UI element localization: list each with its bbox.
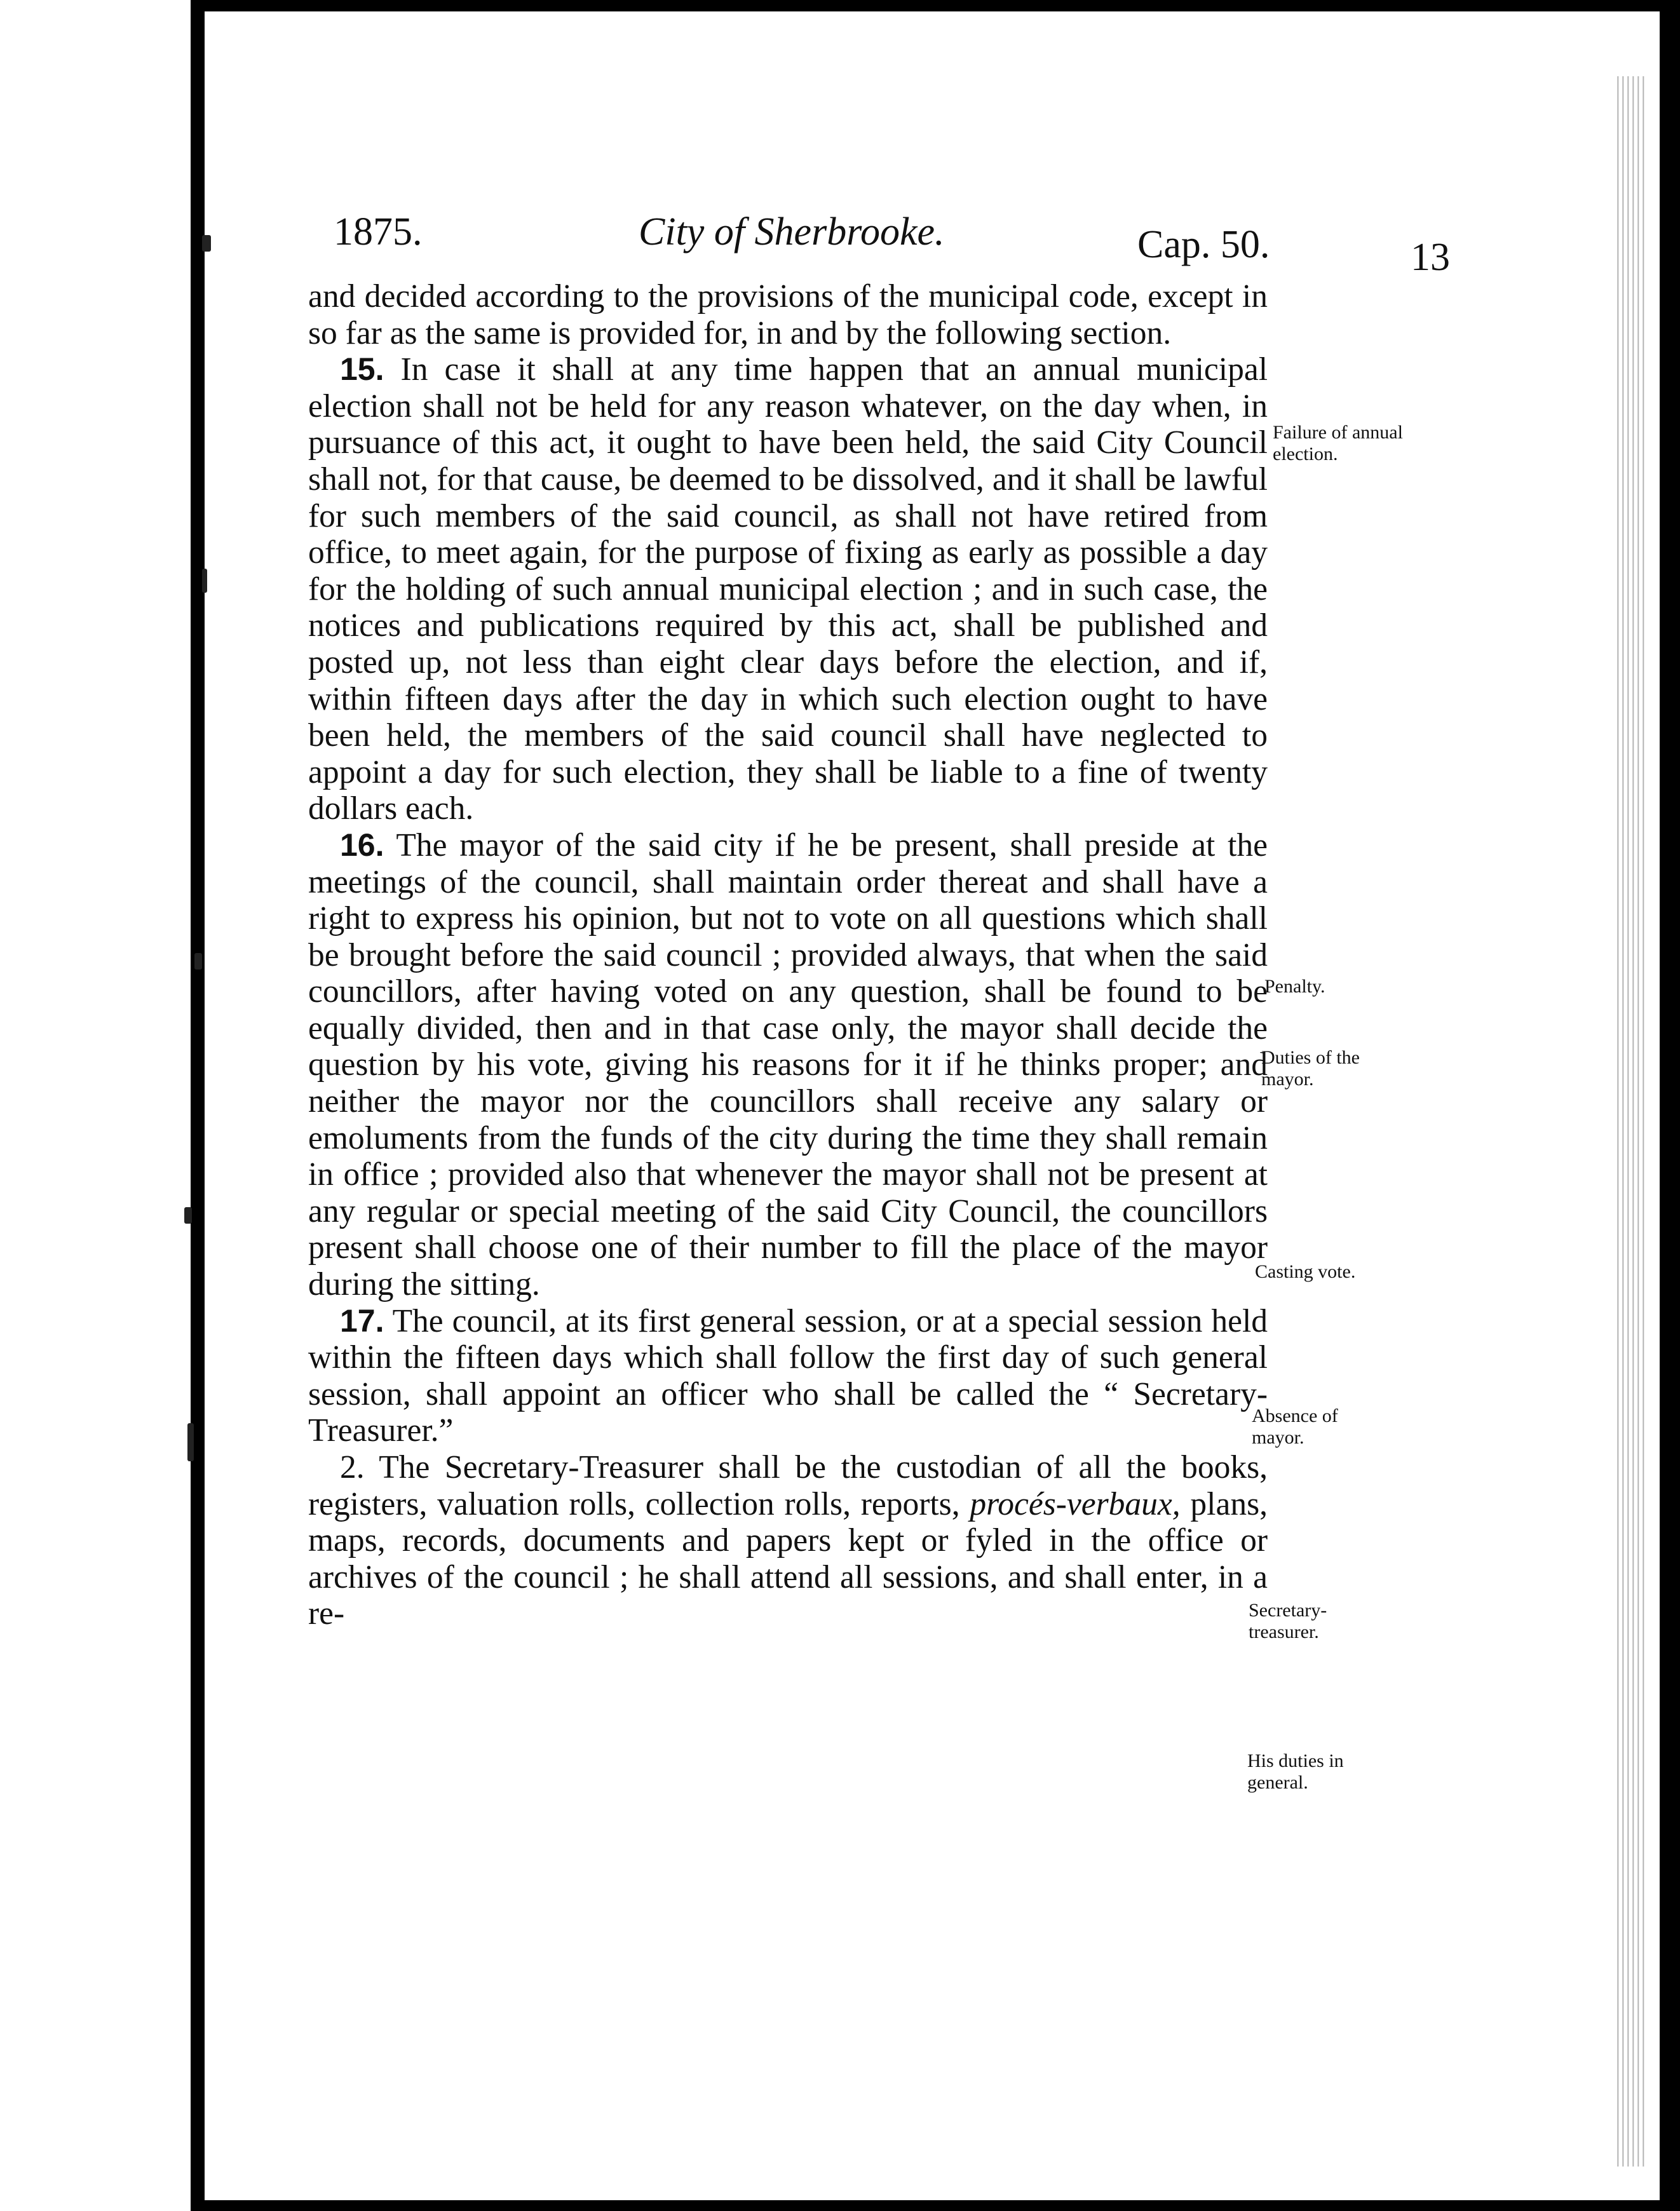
section-17 [308,1303,1268,1449]
section-number: 15. [340,351,384,388]
section-15-text: In case it shall at any time happen that an annual municipal election shall not be held for any reason whatever, on the day when, in pursuance of this act, it ought to have been held, the said City Council shall not, for that cause, be deemed to be dissolved, and it shall be lawful for such members of the said council, as shall not have retired from office, to meet again, for the purpose of fixing as early as possible a day for the holding of such annual municipal election ; and in such case, the notices and publications required by this act, shall be published and posted up, not less than eight clear days before the election, and if, within fifteen days after the day in which such election ought to have been held, the members of the said council shall have neglected to appoint a day for such election, they shall be liable to a fine of twenty dollars each. [308,351,1268,827]
gutter-mark [187,1423,194,1461]
margin-note-failure-election: Failure of annual election. [1273,422,1403,464]
header-chapter: Cap. 50. [1137,223,1270,266]
book-gutter [191,0,205,2211]
header-title: City of Sherbrooke. [639,210,945,254]
margin-note-duties-general: His duties in general. [1247,1750,1344,1793]
subsection-text-a: The Secretary-Treasurer shall be the custodian of all the books, registers, valuation rolls, collection rolls, reports, [308,1449,1268,1522]
facing-page-edge [0,0,191,2211]
margin-note-duties-mayor: Duties of the mayor. [1261,1047,1360,1090]
paragraph-intro: and decided according to the provisions of the municipal code, except in so far as the same is provided for, in and by the following section. [308,278,1268,351]
subsection-number: 2. [340,1449,365,1485]
margin-note-absence-mayor: Absence of mayor. [1252,1405,1338,1448]
section-17-subsection-2 [308,1449,1268,1632]
page-stack-edge [1614,76,1644,2167]
gutter-mark [202,569,207,593]
header-year: 1875. [334,210,423,254]
gutter-mark [202,235,211,252]
section-number: 16. [340,827,384,863]
page-number: 13 [1411,236,1450,279]
margin-note-penalty: Penalty. [1264,976,1325,997]
gutter-mark [194,953,202,970]
running-header [334,203,1477,279]
section-16 [308,827,1268,1303]
section-16-text: The mayor of the said city if he be present, shall preside at the meetings of the council, shall maintain order thereat and shall have a right to express his opinion, but not to vote on all questions which shall be brought before the said council ; provided always, that when the said councillors, after having voted on any question, shall be found to be equally divided, then and in that case only, the mayor shall decide the question by his vote, giving his reasons for it if he thinks proper; and neither the mayor nor the councillors shall receive any salary or emoluments from the funds of the city during the time they shall remain in office ; provided also that whenever the mayor shall not be present at any regular or special meeting of the said City Council, the councillors present shall choose one of their number to fill the place of the mayor during the sitting. [308,827,1268,1303]
margin-note-secretary-treasurer: Secretary-treasurer. [1249,1600,1327,1642]
section-number: 17. [340,1302,384,1339]
statute-text [308,278,1268,1632]
section-17-text: The council, at its first general session, or at a special session held within the fifteen days which shall follow the first day of such general session, shall appoint an officer who shall be called the “ Secretary-Treasurer.” [308,1302,1268,1449]
subsection-italic-term: procés-verbaux, [970,1485,1181,1522]
margin-note-casting-vote: Casting vote. [1255,1261,1356,1282]
gutter-mark [184,1207,192,1224]
section-15 [308,351,1268,827]
subsection-text-b: plans, maps, records, documents and papers kept or fyled in the office or archives of the council ; he shall attend all sessions, and shall enter, in a re- [308,1485,1268,1632]
